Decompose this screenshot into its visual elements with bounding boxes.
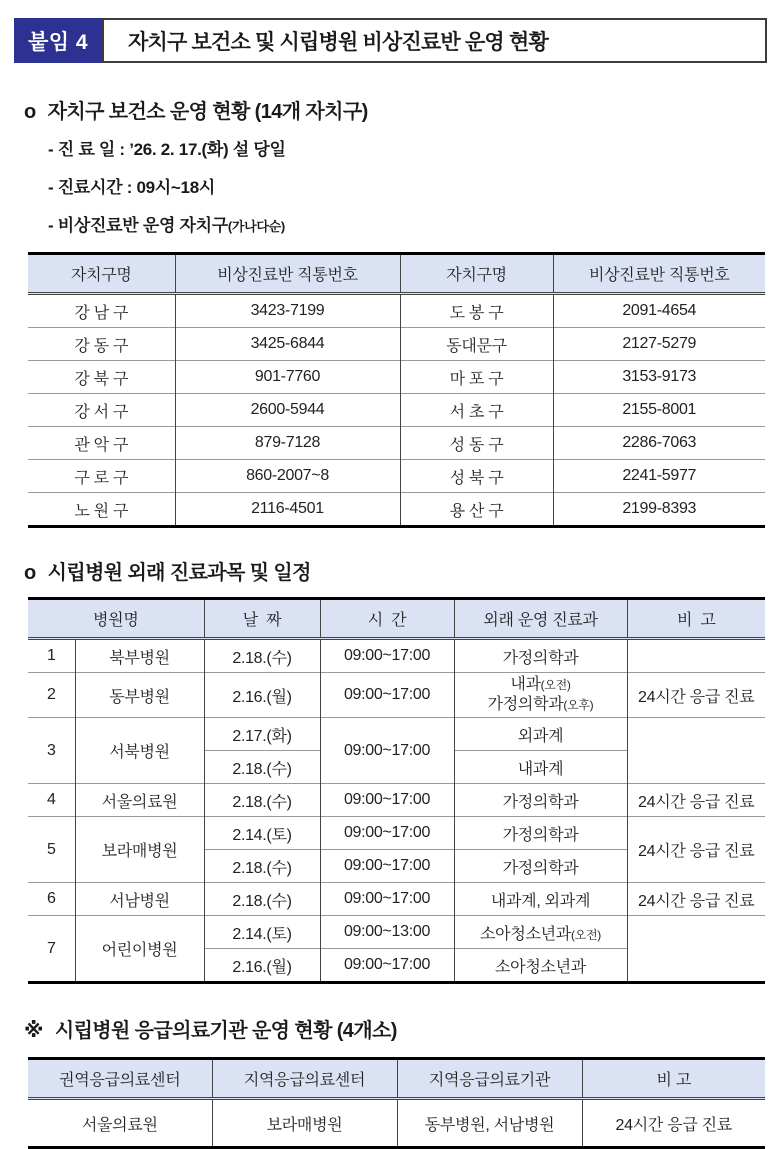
time-cell: 09:00~17:00: [320, 639, 454, 673]
table-header-cell: 시 간: [320, 599, 454, 639]
table-cell: 강 서 구: [74, 403, 129, 421]
hospital-name-cell: 서남병원: [75, 883, 204, 916]
bullet-districts-note: [48, 214, 767, 239]
table-row: [28, 1099, 765, 1148]
table-cell: 901-7760: [175, 361, 400, 394]
department-time-note: (오전): [570, 927, 601, 942]
document-title: 자치구 보건소 및 시립병원 비상진료반 운영 현황: [102, 18, 767, 63]
note-cell: 24시간 응급 진료: [627, 883, 765, 916]
table-header-row: [28, 1059, 765, 1099]
bullet-small-text: (가나다순): [227, 219, 285, 234]
time-cell: 09:00~17:00: [320, 817, 454, 850]
time-cell: 09:00~17:00: [320, 784, 454, 817]
time-cell: 09:00~13:00: [320, 916, 454, 949]
table-cell: 3423-7199: [175, 294, 400, 328]
date-cell: 2.17.(화): [204, 718, 320, 751]
row-number-cell: 4: [46, 791, 56, 808]
row-number-cell: 3: [46, 741, 56, 759]
date-cell: 2.18.(수): [204, 751, 320, 784]
table-cell: 2199-8393: [553, 493, 765, 527]
hospital-name-cell: 서북병원: [75, 718, 204, 784]
bullet-text: - 진료시간 : 09시~18시: [48, 178, 215, 197]
department-cell: 가정의학과: [454, 817, 627, 850]
table-cell: 성 동 구: [400, 427, 553, 460]
hospital-name-cell: 동부병원: [75, 673, 204, 718]
table-cell: 2116-4501: [175, 493, 400, 527]
note-cell: [627, 916, 765, 983]
hospital-name-cell: 보라매병원: [75, 817, 204, 883]
department-cell: 가정의학과: [454, 639, 627, 673]
department-text: 소아청소년과: [480, 925, 571, 943]
table-row: [28, 294, 765, 328]
table-header-cell: 비 고: [582, 1059, 765, 1099]
table-cell: 2241-5977: [553, 460, 765, 493]
section-title: 시립병원 외래 진료과목 및 일정: [47, 562, 311, 584]
section-title: 자치구 보건소 운영 현황 (14개 자치구): [47, 101, 368, 123]
section-marker: o: [24, 562, 36, 584]
department-text: 가정의학과: [487, 696, 564, 713]
time-cell: 09:00~17:00: [320, 883, 454, 916]
table-cell: 879-7128: [175, 427, 400, 460]
table-header-cell: 지역응급의료센터: [212, 1059, 397, 1099]
table-cell: 860-2007~8: [175, 460, 400, 493]
time-cell: 09:00~17:00: [320, 850, 454, 883]
table-header-cell: 자치구명: [28, 254, 175, 294]
time-cell: 09:00~17:00: [320, 673, 454, 718]
table-cell: 2600-5944: [175, 394, 400, 427]
department-cell: [454, 673, 627, 718]
table-cell: 보라매병원: [212, 1099, 397, 1148]
date-cell: 2.14.(토): [204, 817, 320, 850]
table-row: [28, 460, 765, 493]
table-cell: 서울의료원: [81, 1116, 158, 1134]
table-cell: 마 포 구: [400, 361, 553, 394]
table-cell: 2286-7063: [553, 427, 765, 460]
table-row-seonam: [28, 883, 765, 916]
table-cell: 강 북 구: [74, 370, 129, 388]
section-title: 시립병원 응급의료기관 운영 현황 (4개소): [54, 1020, 397, 1042]
district-hotline-table: [28, 252, 765, 528]
date-cell: 2.18.(수): [204, 883, 320, 916]
row-number-cell: 5: [46, 840, 56, 858]
note-cell: 24시간 응급 진료: [627, 817, 765, 883]
hospital-schedule-table: [28, 597, 765, 984]
table-cell: 2155-8001: [553, 394, 765, 427]
section-marker: o: [24, 101, 36, 123]
table-header-cell: 날 짜: [204, 599, 320, 639]
department-cell: [454, 916, 627, 949]
bullet-text: - 비상진료반 운영 자치구: [48, 216, 228, 235]
table-cell: 도 봉 구: [400, 294, 553, 328]
bullet-text: - 진 료 일 : ’26. 2. 17.(화) 설 당일: [48, 140, 286, 159]
hospital-name-cell: 서울의료원: [75, 784, 204, 817]
table-row: [28, 394, 765, 427]
department-time-note: (오후): [563, 698, 594, 712]
table-header-cell: 병원명: [28, 599, 204, 639]
row-number-cell: 2: [46, 686, 56, 703]
emergency-org-table: [28, 1057, 765, 1149]
department-cell: 내과계: [454, 751, 627, 784]
time-cell: 09:00~17:00: [320, 718, 454, 784]
note-cell: 24시간 응급 진료: [627, 784, 765, 817]
table-cell: 구 로 구: [74, 469, 129, 487]
date-cell: 2.16.(월): [204, 949, 320, 983]
table-cell: 3425-6844: [175, 328, 400, 361]
table-header-cell: 자치구명: [400, 254, 553, 294]
bullet-treatment-date: [48, 138, 767, 163]
table-cell: 서 초 구: [400, 394, 553, 427]
table-cell: 3153-9173: [553, 361, 765, 394]
department-cell: 외과계: [454, 718, 627, 751]
attachment-badge: 붙임 4: [14, 18, 102, 63]
section-heading-hospital-schedule: [24, 556, 767, 585]
date-cell: 2.18.(수): [204, 850, 320, 883]
table-row-seoul-medical-center: [28, 784, 765, 817]
note-cell: [627, 639, 765, 673]
note-cell: [627, 718, 765, 784]
table-cell: 강 남 구: [74, 304, 129, 322]
hospital-name-cell: 북부병원: [75, 639, 204, 673]
table-cell: 노 원 구: [74, 502, 129, 520]
department-cell: 가정의학과: [454, 784, 627, 817]
table-header-cell: 비상진료반 직통번호: [175, 254, 400, 294]
section-heading-health-centers: [24, 95, 767, 124]
table-cell: 성 북 구: [400, 460, 553, 493]
table-header-row: [28, 599, 765, 639]
date-cell: 2.14.(토): [204, 916, 320, 949]
table-header-cell: 외래 운영 진료과: [454, 599, 627, 639]
table-row-dongbu: [28, 673, 765, 718]
section-marker: ※: [24, 1020, 43, 1042]
table-header-row: [28, 254, 765, 294]
table-header-cell: 지역응급의료기관: [397, 1059, 582, 1099]
date-cell: 2.16.(월): [204, 673, 320, 718]
table-cell: 강 동 구: [74, 337, 129, 355]
department-line: [459, 695, 623, 715]
table-cell: 2127-5279: [553, 328, 765, 361]
section1-bullets: [48, 138, 767, 239]
table-row: [28, 493, 765, 527]
table-cell: 관 악 구: [74, 436, 129, 454]
table-header-cell: 권역응급의료센터: [28, 1059, 212, 1099]
table-cell: 2091-4654: [553, 294, 765, 328]
table-row-bukbu: [28, 639, 765, 673]
department-cell: 가정의학과: [454, 850, 627, 883]
department-line: [459, 675, 623, 695]
table-header-cell: 비 고: [627, 599, 765, 639]
document-header: [14, 18, 767, 63]
table-row: [28, 361, 765, 394]
table-cell: 용 산 구: [400, 493, 553, 527]
table-cell: 동대문구: [400, 328, 553, 361]
date-cell: 2.18.(수): [204, 784, 320, 817]
row-number-cell: 7: [46, 939, 56, 957]
department-cell: 소아청소년과: [454, 949, 627, 983]
table-row: [28, 427, 765, 460]
department-text: 내과: [510, 676, 541, 693]
table-row-seobuk: [28, 718, 765, 751]
bullet-treatment-hours: [48, 176, 767, 201]
table-row-boramae: [28, 817, 765, 850]
hospital-name-cell: 어린이병원: [75, 916, 204, 983]
section-heading-emergency-orgs: [24, 1014, 767, 1043]
table-row: [28, 328, 765, 361]
time-cell: 09:00~17:00: [320, 949, 454, 983]
date-cell: 2.18.(수): [204, 639, 320, 673]
table-cell: 24시간 응급 진료: [582, 1099, 765, 1148]
row-number-cell: 6: [46, 890, 56, 907]
department-cell: 내과계, 외과계: [454, 883, 627, 916]
table-row-childrens: [28, 916, 765, 949]
department-time-note: (오전): [540, 678, 571, 692]
table-cell: 동부병원, 서남병원: [397, 1099, 582, 1148]
row-number-cell: 1: [46, 647, 56, 664]
table-header-cell: 비상진료반 직통번호: [553, 254, 765, 294]
note-cell: 24시간 응급 진료: [627, 673, 765, 718]
